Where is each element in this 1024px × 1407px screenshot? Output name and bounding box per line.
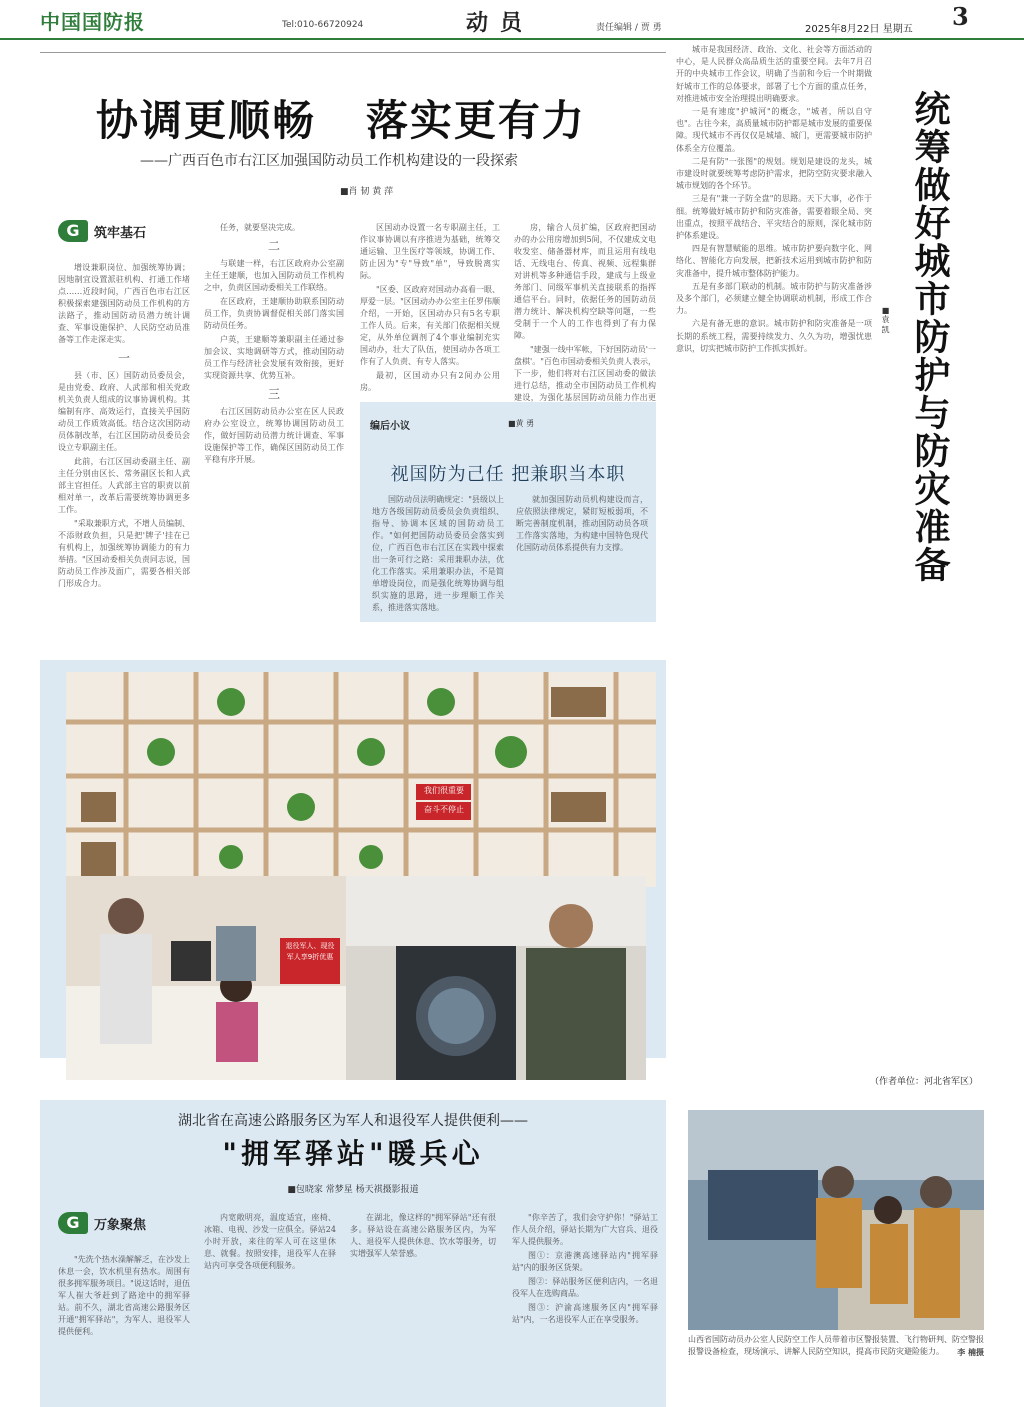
editor-credit: 责任编辑 / 贾 勇 <box>596 23 662 33</box>
tag-label: 万象聚焦 <box>94 1217 147 1233</box>
article-column-4 <box>514 222 656 402</box>
paragraph: 户英，王建顺等兼职副主任通过参加会议、实地调研等方式，推动国防动员工作与经济社会发展有效衔接，更好实现资源共享、优势互补。 <box>204 335 344 380</box>
photo-caption: 图①：京港澳高速驿站内"拥军驿站"内的服务区货架。 <box>512 1251 658 1272</box>
section2-byline: ■包晓家 常梦星 杨天祺摄影报道 <box>287 1185 419 1195</box>
right-column-headline: 统筹做好城市防护与防灾准备 <box>909 90 950 584</box>
main-headline: 协调更顺畅 落实更有力 <box>96 96 586 145</box>
air-defense-photo <box>688 1110 984 1330</box>
washing-machine-illustration <box>346 876 646 1080</box>
paragraph: 此前，右江区国动委副主任、副主任分别由区长、常务副区长和人武部主官担任。人武部主官的职责以前相对单一，改革后需要统筹协调更多工作。 <box>58 457 190 514</box>
commentary-column-1: 国防动员法明确规定："县级以上地方各级国防动员委员会负责组织、指导、协调本区域的国防动员工作。"如何把国防动员委员会落实到位，广西百色市右江区在实践中探索出一条可行之路：采用兼职办法，优化工作落实。采用兼职办法，不是简单增设岗位，而是强化统筹协调与组织实施的思路，进一步理顺工作关系，推进落实落地。 <box>372 495 504 612</box>
service-counter-photo <box>66 876 346 1080</box>
paragraph: "建强一线中军帐，下好国防动员'一盘棋'。"百色市国动委相关负责人表示，下一步，他们将对右江区国动委的做法进行总结，推动全市国防动员工作机构建设，为强化基层国防动员能力作出更 <box>514 345 656 402</box>
section2-column-3: 在湖北，像这样的"拥军驿站"还有很多。驿站设在高速公路服务区内，为军人、退役军人提供休息、饮水等服务，切实增强军人荣誉感。 <box>350 1213 496 1258</box>
section-numeral: 二 <box>267 239 280 253</box>
commentary-title: 视国防为己任 把兼职当本职 <box>390 464 626 485</box>
article-column-2 <box>204 222 344 624</box>
shelf-sign-2: 奋斗不停止 <box>424 805 464 814</box>
section-tag <box>58 220 146 242</box>
photo-caption: 图②：驿站服务区便利店内，一名退役军人在选购商品。 <box>512 1277 658 1298</box>
author-unit: （作者单位：河北省军区） <box>870 1077 979 1087</box>
photo-caption: 图③：沪渝高速服务区内"拥军驿站"内，一名退役军人正在享受服务。 <box>512 1303 658 1324</box>
laundry-photo <box>346 876 646 1080</box>
section2-column-4: "你辛苦了，我们会守护你！"驿站工作人员介绍，驿站长期为广大官兵、退役军人提供服务。 图①：京港澳高速驿站内"拥军驿站"内的服务区货架。 图②：驿站服务区便利店内，一名退役军人在选购商品。 图③：沪渝高速服务区内"拥军驿站"内，一名退役军人正在享受服务。 <box>512 1213 658 1324</box>
article-column-1 <box>58 262 190 624</box>
paragraph: "区委、区政府对国动办高看一眼、厚爱一层。"区国动办办公室主任罗伟顺介绍，一开始，区国动办只有5名专职工作人员。后来，有关部门依据相关规定，从外单位调剂了4个事业编制充实国动办，壮大了队伍，使国动办各项工作有了人负责、有专人落实。 <box>360 285 500 366</box>
photo-credit: 李 楠摄 <box>957 1347 984 1357</box>
section2-column-1: "先洗个热水澡解解乏，在沙发上休息一会，饮水机里有热水。周围有很多拥军服务项目。"说这话时，退伍军人崔大爷赶到了路途中的拥军驿站。前不久，湖北省高速公路服务区开通"拥军驿站"，为军人、退役军人提供便利。 <box>58 1255 190 1336</box>
tag-icon: G <box>58 220 88 242</box>
main-byline: ■肖 韧 黄 萍 <box>340 187 394 197</box>
page-number: 3 <box>952 2 969 31</box>
section-name: 动员 <box>466 11 535 36</box>
section-numeral: 三 <box>267 387 280 401</box>
section2-headline: "拥军驿站"暖兵心 <box>222 1137 484 1170</box>
right-column-text: 城市是我国经济、政治、文化、社会等方面活动的中心，是人民群众高品质生活的重要空间。去年7月召开的中央城市工作会议，明确了当前和今后一个时期做好城市工作的总体要求，部署了七个方面的重点任务，对推进城市安全治理提出明确要求。 一是有速度"护城河"的概念，"城者，所以自守也"。古往今来，高质量城市防护都是城市发展的重要保障。现代城市不再仅仅是城墙、城门，更需要城市防护体系全方位覆盖。 二是有防"一张图"的规划。规划是建设的龙头，城市建设时就要统筹考虑防护需求，把防空防灾要求融入城市规划的各个环节。 三是有"兼一子防全盘"的思路。天下大事，必作于细。统筹做好城市防护和防灾准备，需要着眼全局、突出重点，按照平战结合、平灾结合的原则，深化城市防护体系建设。 四是有智慧赋能的思维。城市防护要向数字化、网络化、智能化方向发展，把新技术运用到城市防护和防灾准备中，提升城市整体防护能力。 五是有多部门联动的机制。城市防护与防灾准备涉及多个部门，必须建立健全协调联动机制，形成工作合力。 六是有备无患的意识。城市防护和防灾准备是一项长期的系统工程，需要持续发力、久久为功，增强忧患意识，切实把城市防护工作抓实抓好。 <box>676 45 872 353</box>
commentary-label: 编后小议 <box>370 421 410 432</box>
paragraph: 与联建一样，右江区政府办公室副主任王建顺，也加入国防动员工作机构之中，负责区国动委相关工作联络。 <box>204 259 344 292</box>
paragraph: 右江区国防动员办公室在区人民政府办公室设立，统筹协调国防动员工作，做好国防动员潜力统计调查、军事设施保护等工作，确保区国防动员工作平稳有序开展。 <box>204 407 344 464</box>
section-numeral: 一 <box>117 351 130 365</box>
issue-date: 2025年8月22日 星期五 <box>805 24 913 35</box>
paragraph: 房，输合人员扩编，区政府把国动办的办公用房增加到5间，不仅建成文电收发室、储备器材库，而且运用有线电话、无线电台、传真、视频、远程集群对讲机等多种通信手段，建成与上级业务部门、同级军事机关直接联系的指挥通信平台。同时，依据任务的国防动员潜力统计、解决机构空缺等问题，一些受制于一个人的工作也得到了有力保障。 <box>514 223 656 340</box>
commentary-column-2: 就加强国防动员机构建设而言，应依照法律规定，紧盯短板弱项，不断完善制度机制，推动国防动员各项工作落实落地，为构建中国特色现代化国防动员体系提供有力支撑。 <box>516 495 648 552</box>
bookshelf-photo <box>66 672 656 887</box>
commentary-author: ■黄 勇 <box>508 419 535 428</box>
section2-subtitle: 湖北省在高速公路服务区为军人和退役军人提供便利—— <box>178 1113 528 1129</box>
paragraph: 增设兼职岗位、加强统筹协调；因地制宜设置派驻机构、打通工作堵点……近段时间，广西百色市右江区积极探索建强国防动员工作机构的方法路子，推动国防动员潜力统计调查、军事设施保护、人民防空动员准备等工作走深走实。 <box>58 263 190 344</box>
bookshelf-illustration <box>66 672 656 887</box>
paragraph: "采取兼职方式，不增人员编制、不添财政负担，只是把'牌子'挂在已有机构上，加强统筹协调能力的有力举措。"区国动委相关负责同志说，国防动员工作涉及面广，需要各相关部门形成合力。 <box>58 519 190 588</box>
commentary-box <box>360 402 656 622</box>
right-column-author: ■袁 凯 <box>881 306 890 334</box>
telephone: Tel:010-66720924 <box>282 20 364 30</box>
paragraph: 在区政府，王建顺协助联系国防动员工作，负责协调督促相关部门落实国防动员任务。 <box>204 297 344 330</box>
paragraph: 最初，区国动办只有2间办公用房。 <box>360 371 500 392</box>
paragraph: 县（市、区）国防动员委员会，是由党委、政府、人武部和相关党政机关负责人组成的议事协调机构。其编制有序、高效运行，直接关乎国防动员工作质效高低。结合这次国防动员体制改革，右江区国防动员委员会设立专职副主任。 <box>58 371 190 452</box>
tag-label: 筑牢基石 <box>94 225 147 241</box>
newspaper-logo: 中国国防报 <box>40 10 145 34</box>
shelf-sign-1: 我们很重要 <box>424 786 464 795</box>
discount-poster: 退役军人、现役军人享9折优惠 <box>280 938 340 984</box>
section2-tag <box>58 1212 146 1234</box>
tag-icon: G <box>58 1212 88 1234</box>
photo-caption-bottom: 山西省国防动员办公室人民防空工作人员带着市区警报装置、飞行物研判、防空警报报警设备检查，现场演示、讲解人民防空知识，提高市民防灾避险能力。 李 楠摄 <box>688 1335 984 1357</box>
headline-rule <box>40 52 666 53</box>
section2-column-2: 内宽敞明亮，温度适宜，座椅、冰箱、电视、沙发一应俱全。驿站24小时开放，来往的军人可在这里休息、就餐。按照安排，退役军人在驿站内可享受各项便利服务。 <box>204 1213 336 1270</box>
paragraph: 任务，就要坚决完成。 <box>220 223 300 232</box>
article-column-3 <box>360 222 500 398</box>
main-subtitle: ——广西百色市右江区加强国防动员工作机构建设的一段探索 <box>140 153 518 169</box>
air-defense-illustration <box>688 1110 984 1330</box>
paragraph: 区国动办设置一名专职副主任，工作议事协调以有序推进为基础，统筹交通运输、卫生医疗等领域，协调工作、防止因为"专"导致"单"，导致脱离实际。 <box>360 223 500 280</box>
